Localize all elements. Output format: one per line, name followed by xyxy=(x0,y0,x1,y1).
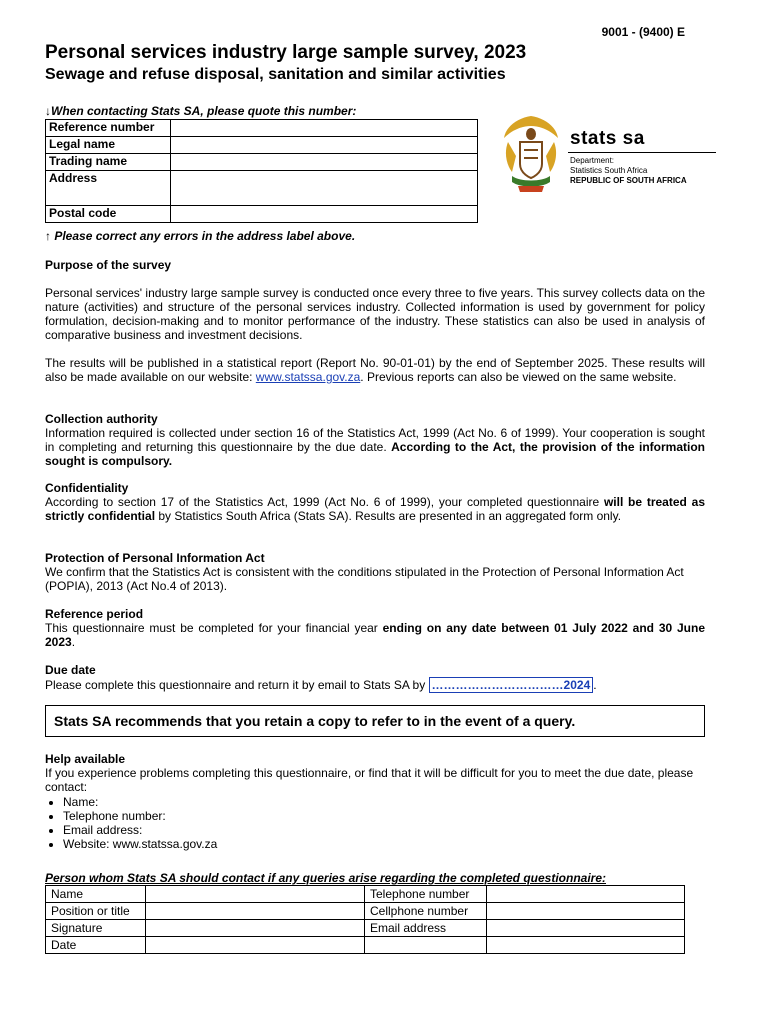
page-subtitle: Sewage and refuse disposal, sanitation and similar activities xyxy=(45,66,506,83)
help-item-email: • Email address: xyxy=(63,823,705,837)
due-date-field[interactable]: ……………………………2024 xyxy=(429,677,594,693)
website-link[interactable]: www.statssa.gov.za xyxy=(255,370,361,384)
help-item-name: • Name: xyxy=(63,795,705,809)
logo-divider xyxy=(568,152,716,153)
contact-email-label: Email address xyxy=(365,920,487,937)
collection-heading: Collection authority xyxy=(45,412,158,426)
due-heading: Due date xyxy=(45,663,96,677)
contact-telephone-field[interactable] xyxy=(487,886,685,903)
postal-code-field[interactable] xyxy=(171,206,478,223)
address-label: Address xyxy=(46,171,171,206)
contact-date-label: Date xyxy=(46,937,146,954)
contact-signature-label: Signature xyxy=(46,920,146,937)
arrow-down-icon: ↓ xyxy=(45,104,51,118)
trading-name-label: Trading name xyxy=(46,154,171,171)
department-text: Department: Statistics South Africa REPUBLIC OF SOUTH AFRICA xyxy=(570,156,687,185)
results-paragraph: The results will be published in a statistical report (Report No. 90-01-01) by the end of September 2025. These results will also be made available on our website: www.statssa.gov.za. Previous reports can also be viewed on the same website. xyxy=(45,356,705,384)
help-list xyxy=(45,795,705,851)
contact-heading: Person whom Stats SA should contact if any queries arise regarding the completed questionnaire: xyxy=(45,871,607,885)
postal-code-label: Postal code xyxy=(46,206,171,223)
reference-label-table xyxy=(45,119,478,223)
collection-paragraph: Information required is collected under section 16 of the Statistics Act, 1999 (Act No. 6 of 1999). Your cooperation is sought in completing and returning this questionnaire by the due date. According to the Act, the provision of the information sought is compulsory. xyxy=(45,426,705,468)
contact-date-field[interactable] xyxy=(146,937,365,954)
purpose-paragraph: Personal services' industry large sample survey is conducted once every three to five years. This survey collects data on the nature (activities) and structure of the personal services industry. Collected information is used by government for policy formulation, decision-making and to monitor performance of the industry. These statistics can also be used in analysis of comparative business and investment decisions. xyxy=(45,286,705,342)
due-paragraph: Please complete this questionnaire and return it by email to Stats SA by ……………………………2024 . xyxy=(45,678,597,692)
contact-table xyxy=(45,885,685,954)
purpose-heading: Purpose of the survey xyxy=(45,258,172,272)
help-paragraph: If you experience problems completing this questionnaire, or find that it will be difficult for you to meet the due date, please contact: xyxy=(45,766,694,794)
reference-number-label: Reference number xyxy=(46,120,171,137)
help-item-telephone: • Telephone number: xyxy=(63,809,705,823)
legal-name-label: Legal name xyxy=(46,137,171,154)
contact-email-field[interactable] xyxy=(487,920,685,937)
legal-name-field[interactable] xyxy=(171,137,478,154)
stats-sa-logo-text: stats sa xyxy=(570,128,645,149)
page-title: Personal services industry large sample survey, 2023 xyxy=(45,42,527,63)
popia-paragraph: We confirm that the Statistics Act is consistent with the conditions stipulated in the Protection of Personal Information Act (POPIA), 2013 (Act No.4 of 2013). xyxy=(45,565,684,593)
contact-position-field[interactable] xyxy=(146,903,365,920)
quote-instruction: ↓When contacting Stats SA, please quote this number: xyxy=(45,104,357,118)
coat-of-arms-icon xyxy=(498,112,564,196)
help-heading: Help available xyxy=(45,752,126,766)
contact-empty-label xyxy=(365,937,487,954)
contact-name-field[interactable] xyxy=(146,886,365,903)
contact-signature-field[interactable] xyxy=(146,920,365,937)
period-paragraph: This questionnaire must be completed for your financial year ending on any date between 01 July 2022 and 30 June 2023. xyxy=(45,621,706,649)
confidentiality-paragraph: According to section 17 of the Statistics Act, 1999 (Act No. 6 of 1999), your completed questionnaire will be treated as strictly confidential by Statistics South Africa (Stats SA). Results are presented in an aggregated form only. xyxy=(45,495,705,523)
popia-heading: Protection of Personal Information Act xyxy=(45,551,265,565)
contact-empty-field xyxy=(487,937,685,954)
retain-copy-notice: Stats SA recommends that you retain a copy to refer to in the event of a query. xyxy=(45,705,705,737)
help-item-website: • Website: www.statssa.gov.za xyxy=(63,837,705,851)
correction-note: ↑ Please correct any errors in the address label above. xyxy=(45,229,356,243)
contact-position-label: Position or title xyxy=(46,903,146,920)
reference-number-field[interactable] xyxy=(171,120,478,137)
confidentiality-heading: Confidentiality xyxy=(45,481,129,495)
contact-name-label: Name xyxy=(46,886,146,903)
trading-name-field[interactable] xyxy=(171,154,478,171)
contact-cellphone-label: Cellphone number xyxy=(365,903,487,920)
contact-cellphone-field[interactable] xyxy=(487,903,685,920)
period-heading: Reference period xyxy=(45,607,144,621)
contact-telephone-label: Telephone number xyxy=(365,886,487,903)
arrow-up-icon: ↑ xyxy=(45,229,51,243)
form-code: 9001 - (9400) E xyxy=(601,25,685,39)
address-field[interactable] xyxy=(171,171,478,206)
